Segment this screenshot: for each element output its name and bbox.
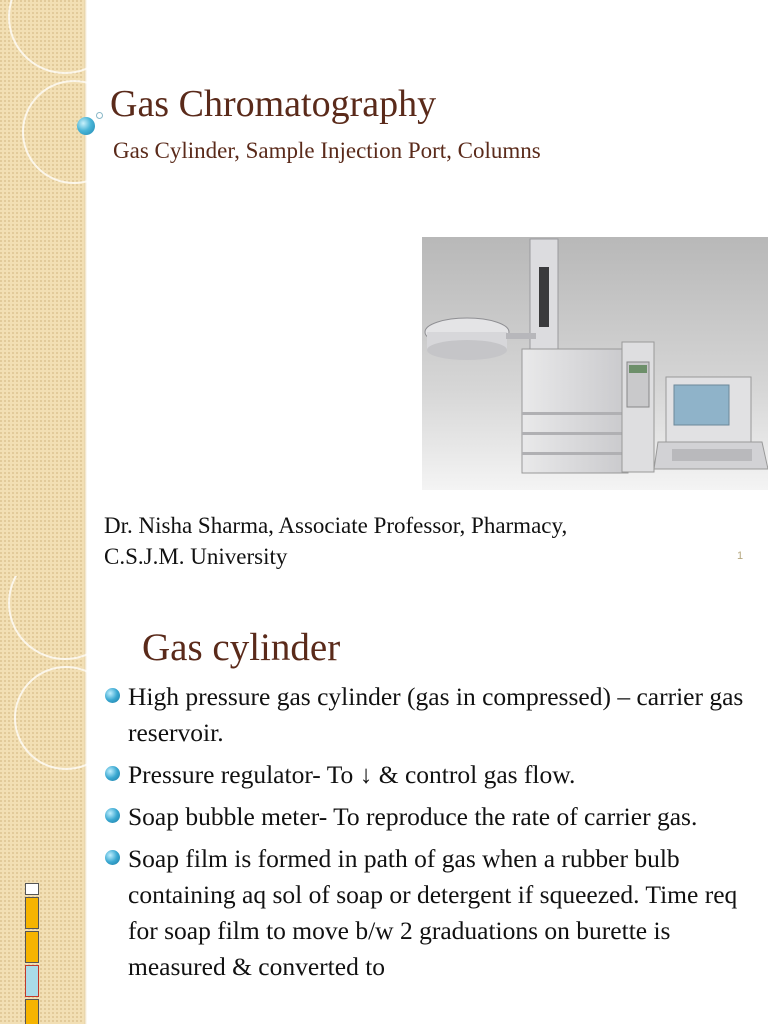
color-box	[25, 965, 39, 997]
bullet-text: Soap film is formed in path of gas when a rubber bulb containing aq sol of soap or detergent if squeezed. Time req for soap film to move b/w 2 graduations on burette is measured & converted to	[128, 844, 738, 981]
bullet-text: Soap bubble meter- To reproduce the rate of carrier gas.	[128, 802, 698, 831]
author-line-2: C.S.J.M. University	[104, 544, 288, 569]
blue-orb-icon	[77, 117, 95, 135]
bullet-text: Pressure regulator- To ↓ & control gas flow.	[128, 760, 576, 789]
slide-2	[0, 576, 768, 1024]
decorative-color-boxes	[25, 883, 39, 1024]
color-box	[25, 931, 39, 963]
color-box	[25, 999, 39, 1024]
list-item	[103, 679, 753, 751]
color-box	[25, 897, 39, 929]
gas-chromatograph-photo	[422, 237, 768, 490]
bullet-icon	[105, 808, 120, 823]
bullet-icon	[105, 766, 120, 781]
bullet-icon	[105, 688, 120, 703]
bullet-icon	[105, 850, 120, 865]
list-item	[103, 841, 753, 985]
color-box	[25, 883, 39, 895]
bullet-text: High pressure gas cylinder (gas in compressed) – carrier gas reservoir.	[128, 682, 744, 747]
author-line-1: Dr. Nisha Sharma, Associate Professor, Pharmacy,	[104, 513, 568, 538]
list-item	[103, 757, 753, 793]
slide-heading: Gas cylinder	[142, 626, 341, 669]
author-credit	[104, 510, 567, 572]
slide-subtitle: Gas Cylinder, Sample Injection Port, Columns	[113, 138, 541, 163]
bullet-list	[103, 679, 753, 991]
slide-title: Gas Chromatography	[110, 83, 437, 125]
small-orb-icon	[96, 112, 103, 119]
page-number: 1	[737, 550, 744, 562]
list-item	[103, 799, 753, 835]
